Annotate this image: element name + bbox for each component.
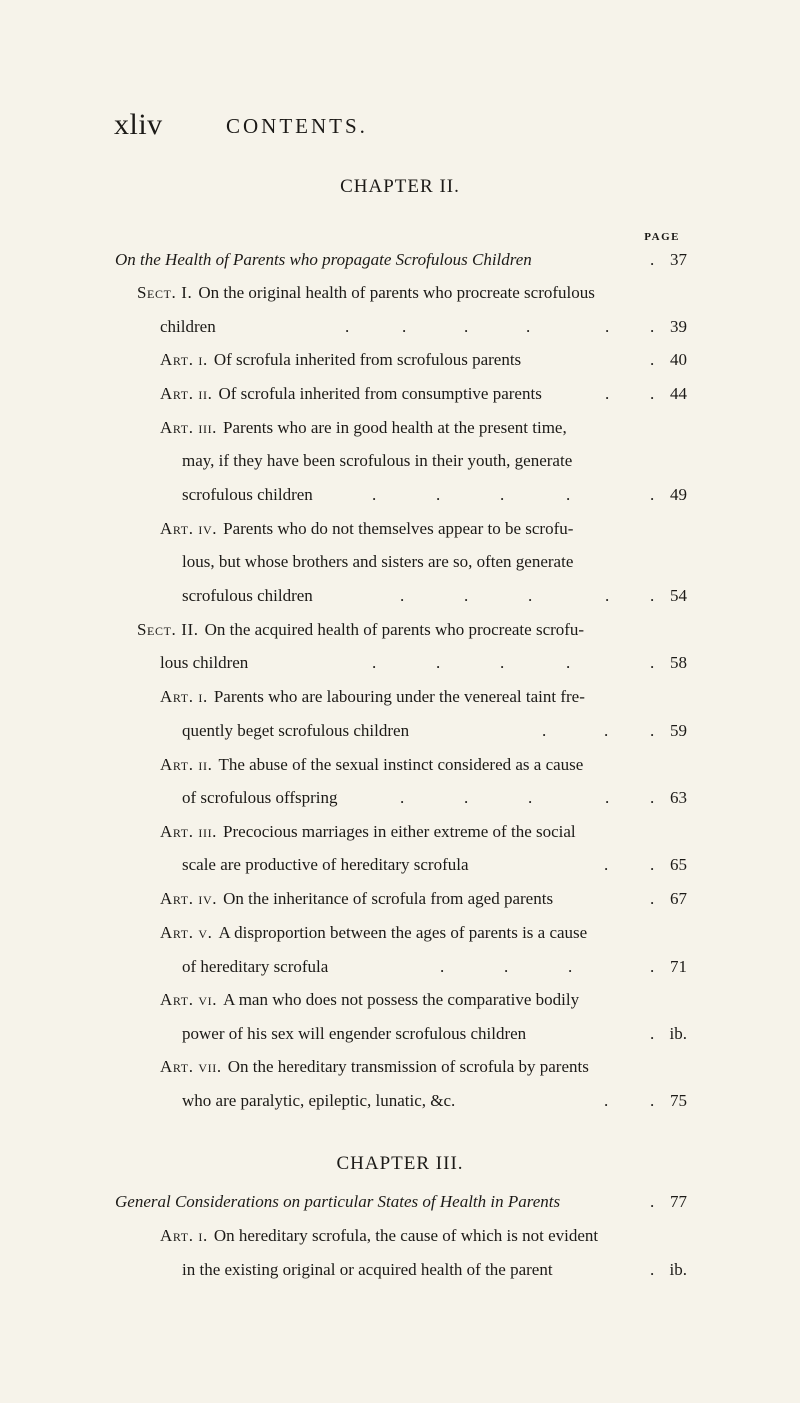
entry-text: scale are productive of hereditary scrofula bbox=[182, 855, 469, 874]
leader-dot: . bbox=[604, 855, 609, 874]
toc-entry-line bbox=[0, 1052, 800, 1082]
entry-page: 49 bbox=[670, 485, 687, 504]
entry-label: Art. v. bbox=[160, 923, 213, 942]
toc-entry-line bbox=[0, 581, 800, 611]
entry-page: 67 bbox=[670, 889, 687, 908]
toc-entry-line bbox=[0, 952, 800, 982]
entry-page: 65 bbox=[670, 855, 687, 874]
entry-text: A disproportion between the ages of parents is a cause bbox=[218, 923, 588, 942]
entry-text: Of scrofula inherited from scrofulous parents bbox=[213, 350, 522, 369]
leader-dot: . bbox=[605, 586, 610, 605]
toc-entry-line bbox=[0, 850, 800, 880]
leader-dot: . bbox=[566, 653, 571, 672]
entry-text: On the original health of parents who procreate scrofulous bbox=[198, 283, 595, 302]
leader-dot: . bbox=[650, 889, 655, 908]
entry-page: ib. bbox=[669, 1024, 687, 1043]
leader-dot: . bbox=[568, 957, 573, 976]
toc-entry-line bbox=[0, 547, 800, 577]
chapter-2-title: On the Health of Parents who propagate Scrofulous Children bbox=[115, 250, 532, 269]
entry-text: A man who does not possess the comparative bodily bbox=[223, 990, 580, 1009]
entry-label: Sect. I. bbox=[137, 283, 193, 302]
chapter-2-heading: CHAPTER II. bbox=[340, 176, 460, 197]
leader-dot: . bbox=[464, 586, 469, 605]
chapter-3-title: General Considerations on particular States of Health in Parents bbox=[115, 1192, 561, 1211]
entry-label: Art. vii. bbox=[160, 1057, 222, 1076]
leader-dot: . bbox=[500, 485, 505, 504]
leader-dot: . bbox=[650, 1260, 655, 1279]
chapter-3-heading: CHAPTER III. bbox=[336, 1153, 464, 1174]
toc-entry-line bbox=[0, 985, 800, 1015]
entry-label: Art. iv. bbox=[160, 889, 218, 908]
entry-text: On the hereditary transmission of scrofula by parents bbox=[227, 1057, 589, 1076]
entry-text: On the inheritance of scrofula from aged parents bbox=[223, 889, 554, 908]
entry-page: 71 bbox=[670, 957, 687, 976]
entry-label: Art. i. bbox=[160, 350, 208, 369]
entry-text: power of his sex will engender scrofulous children bbox=[182, 1024, 527, 1043]
toc-entry-line bbox=[0, 379, 800, 409]
entry-label: Art. iii. bbox=[160, 822, 218, 841]
entry-text: Parents who are in good health at the present time, bbox=[223, 418, 567, 437]
leader-dot: . bbox=[372, 485, 377, 504]
entry-label: Sect. II. bbox=[137, 620, 199, 639]
toc-entry-line bbox=[0, 514, 800, 544]
toc-entry-line bbox=[0, 1221, 800, 1251]
entry-page: ib. bbox=[669, 1260, 687, 1279]
entry-label: Art. i. bbox=[160, 687, 208, 706]
leader-dot: . bbox=[650, 317, 655, 336]
entry-label: Art. iv. bbox=[160, 519, 218, 538]
leader-dot: . bbox=[604, 721, 609, 740]
running-head bbox=[0, 108, 800, 148]
leader-dot: . bbox=[650, 855, 655, 874]
running-title: CONTENTS. bbox=[226, 114, 368, 138]
entry-page: 39 bbox=[670, 317, 687, 336]
leader-dot: . bbox=[528, 788, 533, 807]
leader-dot: . bbox=[650, 957, 655, 976]
leader-dot: . bbox=[372, 653, 377, 672]
entry-text: Of scrofula inherited from consumptive parents bbox=[218, 384, 542, 403]
toc-entry-line bbox=[0, 480, 800, 510]
entry-text: lous children bbox=[160, 653, 249, 672]
leader-dot: . bbox=[650, 350, 655, 369]
entry-text: Precocious marriages in either extreme of the social bbox=[223, 822, 576, 841]
entry-label: Art. iii. bbox=[160, 418, 218, 437]
entry-page: 40 bbox=[670, 350, 687, 369]
toc-entry-line bbox=[0, 884, 800, 914]
toc-entry-line bbox=[0, 648, 800, 678]
toc-entry-line bbox=[0, 345, 800, 375]
leader-dot: . bbox=[464, 317, 469, 336]
leader-dot: . bbox=[650, 384, 655, 403]
leader-dot: . bbox=[436, 653, 441, 672]
leader-dot: . bbox=[605, 384, 610, 403]
toc-entry-line bbox=[0, 716, 800, 746]
leader-dot: . bbox=[650, 1192, 655, 1211]
leader-dot: . bbox=[526, 317, 531, 336]
entry-label: Art. i. bbox=[160, 1226, 208, 1245]
entry-text: On hereditary scrofula, the cause of which is not evident bbox=[213, 1226, 599, 1245]
entry-text: scrofulous children bbox=[182, 485, 313, 504]
leader-dot: . bbox=[650, 721, 655, 740]
leader-dot: . bbox=[400, 788, 405, 807]
entry-text: of scrofulous offspring bbox=[182, 788, 338, 807]
toc-entry-line bbox=[0, 1255, 800, 1285]
entry-page: 54 bbox=[670, 586, 687, 605]
leader-dot: . bbox=[650, 788, 655, 807]
entry-text: scrofulous children bbox=[182, 586, 313, 605]
leader-dot: . bbox=[504, 957, 509, 976]
toc-entry-line bbox=[0, 615, 800, 645]
leader-dot: . bbox=[650, 1091, 655, 1110]
entry-text: Parents who do not themselves appear to be scrofu- bbox=[223, 519, 574, 538]
leader-dot: . bbox=[604, 1091, 609, 1110]
leader-dot: . bbox=[650, 485, 655, 504]
entry-page: 75 bbox=[670, 1091, 687, 1110]
toc-entry-line bbox=[0, 682, 800, 712]
toc-entry-line bbox=[0, 413, 800, 443]
leader-dot: . bbox=[650, 1024, 655, 1043]
entry-text: in the existing original or acquired health of the parent bbox=[182, 1260, 553, 1279]
entry-text: The abuse of the sexual instinct considered as a cause bbox=[218, 755, 584, 774]
leader-dot: . bbox=[400, 586, 405, 605]
leader-dot: . bbox=[566, 485, 571, 504]
entry-page: 44 bbox=[670, 384, 687, 403]
toc-entry-line bbox=[0, 1019, 800, 1049]
leader-dot: . bbox=[402, 317, 407, 336]
leader-dot: . bbox=[436, 485, 441, 504]
entry-page: 59 bbox=[670, 721, 687, 740]
leader-dot: . bbox=[605, 788, 610, 807]
toc-entry-line bbox=[0, 750, 800, 780]
leader-dot: . bbox=[528, 586, 533, 605]
chapter-2-title-entry bbox=[0, 245, 800, 275]
entry-text: Parents who are labouring under the venereal taint fre- bbox=[213, 687, 585, 706]
toc-entry-line bbox=[0, 817, 800, 847]
toc-entry-line bbox=[0, 783, 800, 813]
toc-entry-line bbox=[0, 918, 800, 948]
entry-text: quently beget scrofulous children bbox=[182, 721, 410, 740]
leader-dot: . bbox=[605, 317, 610, 336]
page-column-label: PAGE bbox=[644, 231, 680, 243]
entry-text: of hereditary scrofula bbox=[182, 957, 329, 976]
toc-entry-line bbox=[0, 446, 800, 476]
entry-text: may, if they have been scrofulous in their youth, generate bbox=[182, 451, 573, 470]
entry-page: 58 bbox=[670, 653, 687, 672]
chapter-3-title-page: 77 bbox=[670, 1192, 687, 1211]
entry-label: Art. ii. bbox=[160, 755, 213, 774]
page-folio: xliv bbox=[114, 108, 163, 141]
chapter-3-title-entry bbox=[0, 1187, 800, 1217]
leader-dot: . bbox=[650, 586, 655, 605]
entry-text: On the acquired health of parents who procreate scrofu- bbox=[204, 620, 585, 639]
entry-text: children bbox=[160, 317, 216, 336]
entry-text: lous, but whose brothers and sisters are so, often generate bbox=[182, 552, 574, 571]
leader-dot: . bbox=[542, 721, 547, 740]
chapter-2-title-page: 37 bbox=[670, 250, 687, 269]
leader-dot: . bbox=[464, 788, 469, 807]
toc-entry-line bbox=[0, 1086, 800, 1116]
entry-label: Art. vi. bbox=[160, 990, 218, 1009]
entry-page: 63 bbox=[670, 788, 687, 807]
leader-dot: . bbox=[345, 317, 350, 336]
entry-text: who are paralytic, epileptic, lunatic, &c. bbox=[182, 1091, 456, 1110]
leader-dot: . bbox=[650, 250, 655, 269]
toc-entry-line bbox=[0, 312, 800, 342]
leader-dot: . bbox=[650, 653, 655, 672]
leader-dot: . bbox=[500, 653, 505, 672]
toc-entry-line bbox=[0, 278, 800, 308]
entry-label: Art. ii. bbox=[160, 384, 213, 403]
leader-dot: . bbox=[440, 957, 445, 976]
